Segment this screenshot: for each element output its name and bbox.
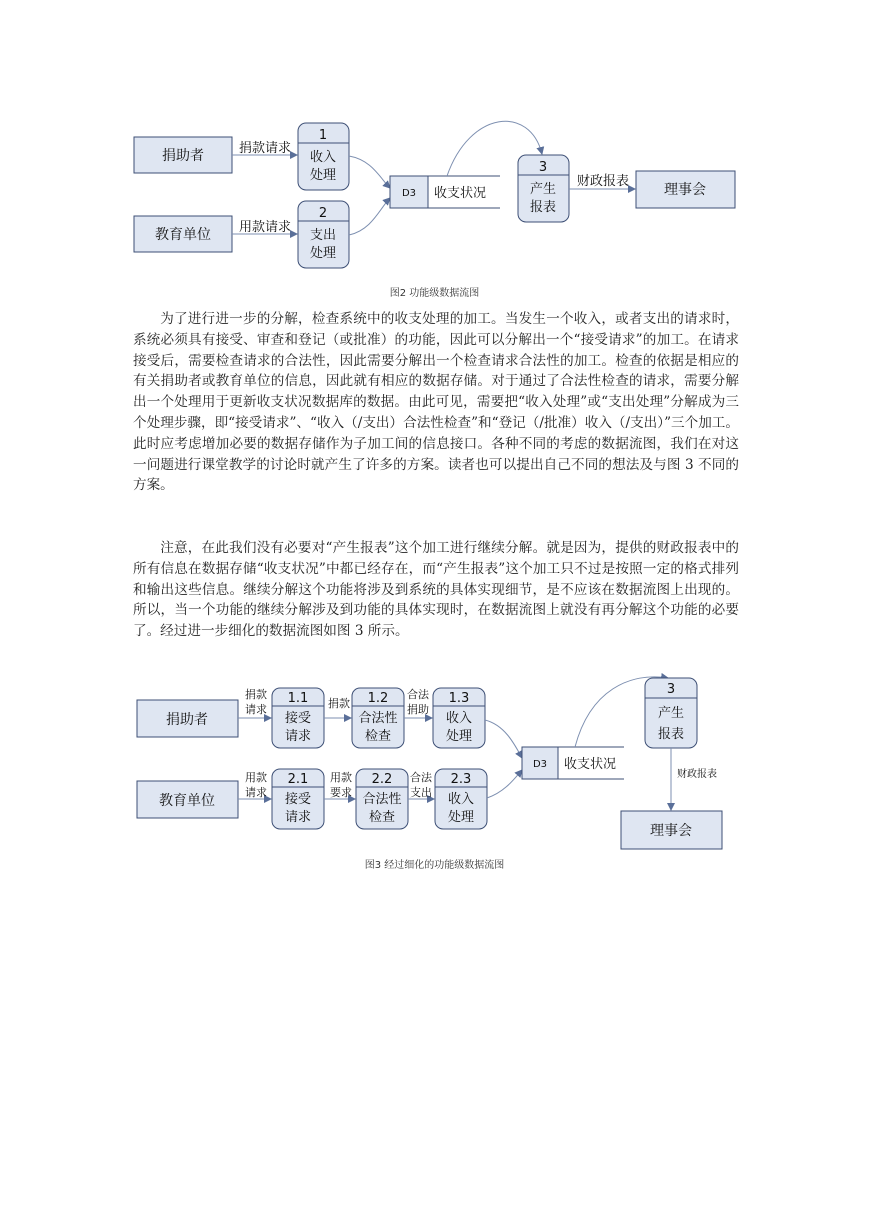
entity-board: [636, 171, 735, 208]
svg-text:请求: 请求: [284, 810, 312, 825]
svg-text:2.1: 2.1: [287, 772, 309, 787]
svg-text:产生: 产生: [657, 706, 685, 721]
svg-text:2.2: 2.2: [371, 772, 393, 787]
svg-text:报表: 报表: [657, 727, 685, 742]
flow-label-financial-report: 财政报表: [576, 174, 630, 189]
f3-process-1-1: [272, 688, 324, 748]
svg-text:收支状况: 收支状况: [433, 186, 487, 201]
entity-donor: [134, 137, 232, 173]
svg-text:1: 1: [318, 128, 328, 143]
svg-text:捐助者: 捐助者: [166, 712, 208, 728]
f3-flow-1-3-to-store: [485, 720, 522, 758]
svg-text:1.2: 1.2: [367, 691, 389, 706]
flow-proc1-to-store: [349, 156, 390, 188]
entity-education-unit: [134, 216, 232, 252]
svg-text:收入: 收入: [447, 792, 475, 807]
svg-text:捐款: 捐款: [328, 697, 350, 710]
f3-flow-2-3-to-store: [487, 770, 522, 798]
f3-entity-donor: [137, 700, 238, 737]
figure-3-caption: 图3 经过细化的功能级数据流图: [364, 860, 505, 871]
svg-text:检查: 检查: [364, 729, 392, 744]
svg-text:2.3: 2.3: [450, 772, 472, 787]
svg-text:处理: 处理: [445, 729, 473, 744]
data-store-d3: [390, 176, 500, 208]
figure-2-diagram: [0, 0, 869, 290]
svg-text:报表: 报表: [529, 200, 557, 215]
svg-text:1.3: 1.3: [448, 691, 470, 706]
svg-text:检查: 检查: [368, 810, 396, 825]
svg-text:接受: 接受: [284, 792, 312, 807]
svg-text:合法性: 合法性: [358, 711, 398, 726]
svg-text:用款: 用款: [245, 771, 267, 784]
svg-text:请求: 请求: [245, 703, 267, 716]
svg-text:财政报表: 财政报表: [677, 769, 717, 780]
flow-label-donation-request: 捐款请求: [238, 141, 292, 156]
svg-text:收入: 收入: [309, 150, 337, 165]
svg-text:捐款: 捐款: [245, 688, 267, 701]
f3-data-store-d3: [522, 747, 624, 779]
svg-text:收支状况: 收支状况: [563, 757, 617, 772]
svg-text:用款: 用款: [330, 771, 352, 784]
f3-entity-education-unit: [137, 781, 238, 818]
svg-text:要求: 要求: [330, 786, 352, 799]
svg-text:处理: 处理: [447, 810, 475, 825]
svg-text:合法性: 合法性: [362, 792, 402, 807]
process-3-report: [518, 155, 569, 222]
svg-text:教育单位: 教育单位: [155, 227, 211, 243]
svg-text:D3: D3: [401, 188, 417, 199]
f3-process-2-1: [272, 769, 324, 829]
svg-text:请求: 请求: [245, 786, 267, 799]
svg-text:合法: 合法: [407, 688, 429, 701]
paragraph-1: 为了进行进一步的分解，检查系统中的收支处理的加工。当发生一个收入，或者支出的请求时，系统必须具有接受、审查和登记（或批准）的功能，因此可以分解出一个“接受请求”的加工。在请求接受后，需要检查请求的合法性，因此需要分解出一个检查请求合法性的加工。检查的依据是相应的有关捐助者或教育单位的信息，因此就有相应的数据存储。对于通过了合法性检查的请求，需要分解出一个处理用于更新收支状况数据库的数据。由此可见，需要把“收入处理”或“支出处理”分解成为三个处理步骤，即“接受请求”、“收入（/支出）合法性检查”和“登记（/批准）收入（/支出）”三个加工。此时应考虑增加必要的数据存储作为子加工间的信息接口。各种不同的考虑的数据流图，我们在对这一问题进行课堂教学的讨论时就产生了许多的方案。读者也可以提出自己不同的想法及与图 3 不同的方案。: [133, 311, 739, 494]
flow-label-usage-request: 用款请求: [238, 220, 292, 235]
svg-text:处理: 处理: [309, 246, 337, 261]
f3-entity-board: [621, 811, 722, 849]
svg-text:理事会: 理事会: [650, 823, 692, 839]
svg-text:接受: 接受: [284, 711, 312, 726]
f3-process-2-2: [356, 769, 408, 829]
paragraph-2: 注意，在此我们没有必要对“产生报表”这个加工进行继续分解。就是因为，提供的财政报表中的所有信息在数据存储“收支状况”中都已经存在，而“产生报表”这个加工只不过是按照一定的格式排列和输出这些信息。继续分解这个功能将涉及到系统的具体实现细节，是不应该在数据流图上出现的。所以，当一个功能的继续分解涉及到功能的具体实现时，在数据流图上就没有再分解这个功能的必要了。经过进一步细化的数据流图如图 3 所示。: [133, 540, 739, 640]
figure-3-diagram: [0, 670, 869, 860]
svg-text:产生: 产生: [529, 182, 557, 197]
f3-process-1-2: [352, 688, 404, 748]
figure-2-caption: 图2 功能级数据流图: [389, 288, 480, 299]
svg-text:3: 3: [538, 160, 548, 175]
process-2-expense: [298, 201, 349, 268]
svg-text:1.1: 1.1: [287, 691, 309, 706]
svg-text:收入: 收入: [445, 711, 473, 726]
svg-text:合法: 合法: [410, 771, 432, 784]
process-1-income: [298, 123, 349, 190]
f3-process-1-3: [433, 688, 485, 748]
svg-text:捐助: 捐助: [407, 703, 429, 716]
svg-text:请求: 请求: [284, 729, 312, 744]
f3-process-3: [645, 678, 697, 748]
svg-text:处理: 处理: [309, 168, 337, 183]
svg-text:支出: 支出: [309, 228, 337, 243]
svg-text:教育单位: 教育单位: [159, 793, 215, 809]
svg-text:D3: D3: [532, 759, 548, 770]
svg-text:3: 3: [666, 682, 676, 697]
svg-text:捐助者: 捐助者: [162, 148, 204, 164]
f3-process-2-3: [435, 769, 487, 829]
flow-proc2-to-store: [349, 198, 390, 235]
svg-text:2: 2: [318, 206, 328, 221]
svg-text:支出: 支出: [410, 786, 432, 799]
svg-text:理事会: 理事会: [664, 182, 706, 198]
